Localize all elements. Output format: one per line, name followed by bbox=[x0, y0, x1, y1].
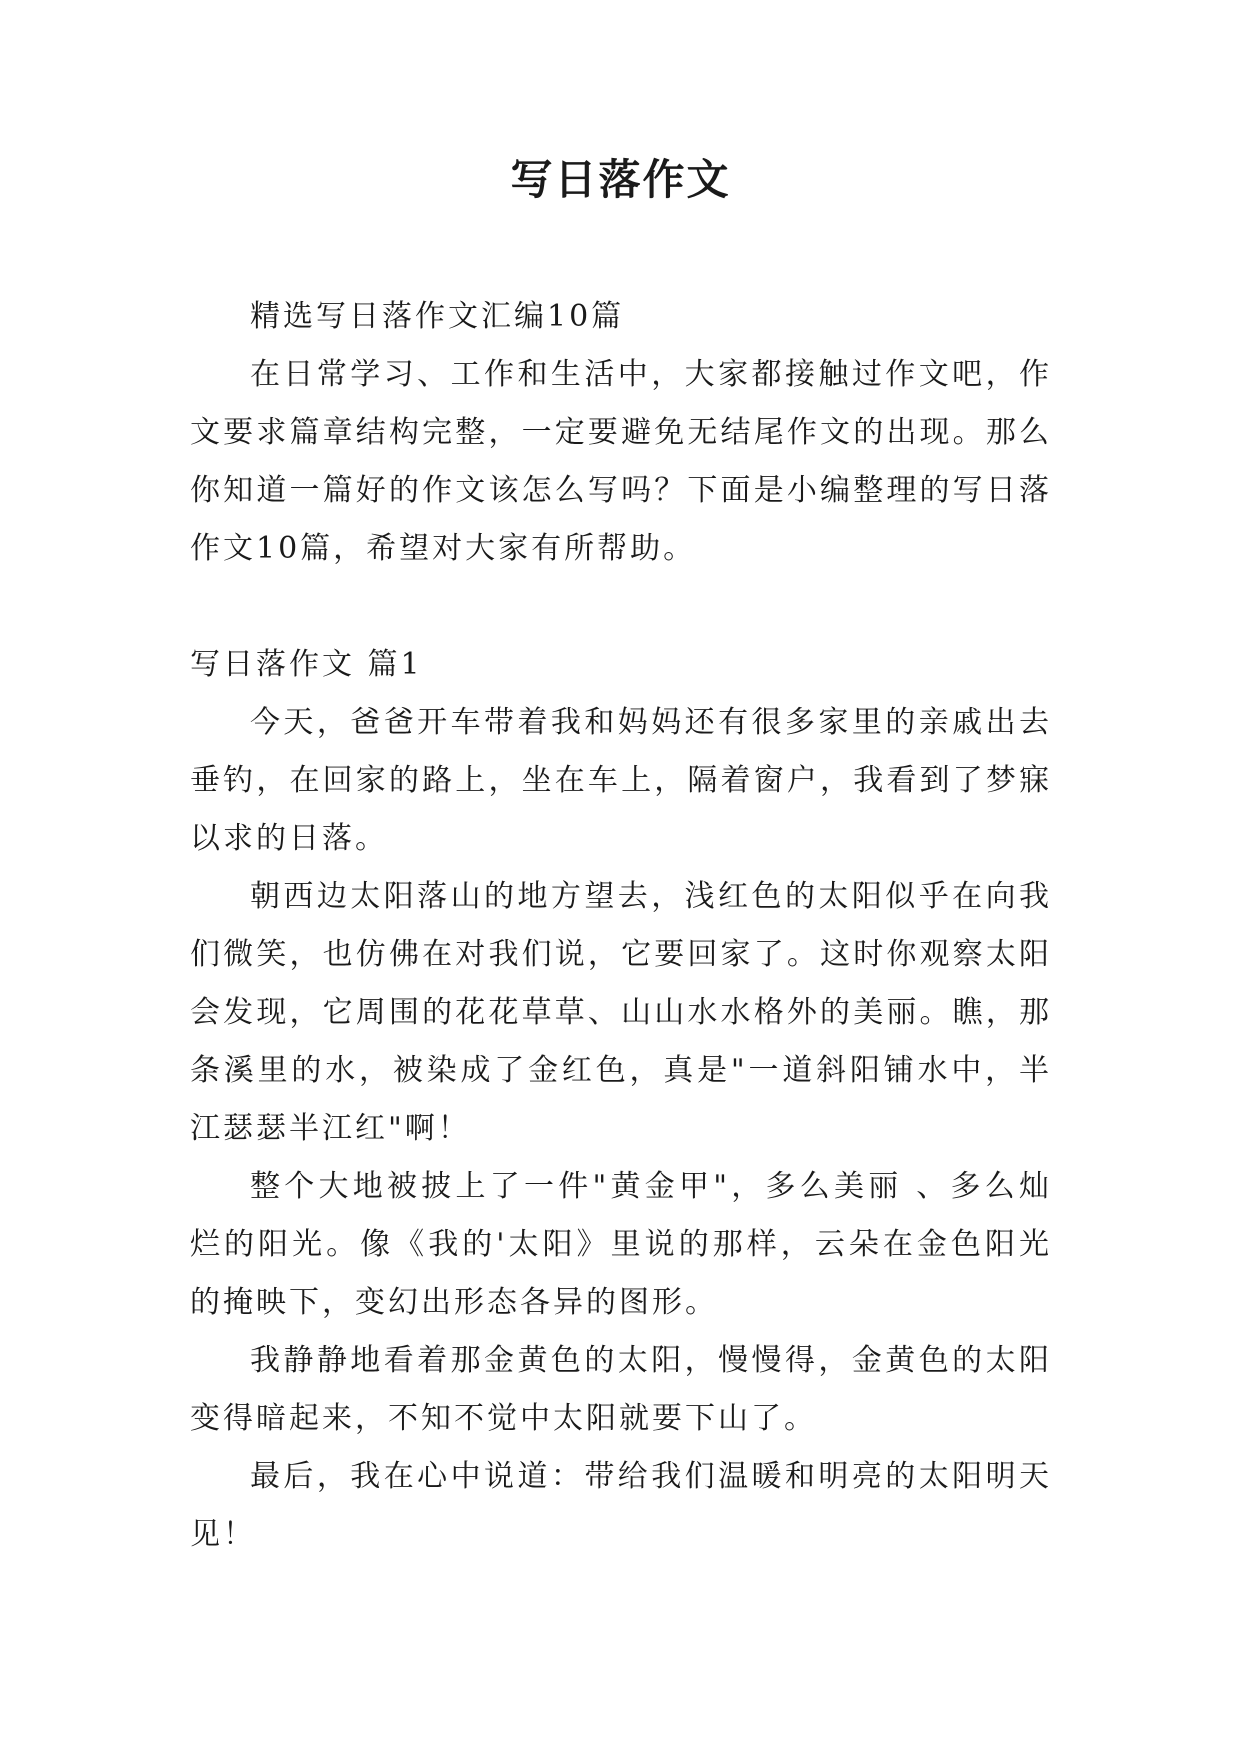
page-title: 写日落作文 bbox=[510, 155, 731, 204]
body-paragraph: 今天，爸爸开车带着我和妈妈还有很多家里的亲戚出去垂钓，在回家的路上，坐在车上，隔着窗户，我看到了梦寐以求的日落。 bbox=[190, 705, 1052, 856]
body-paragraph: 最后，我在心中说道：带给我们温暖和明亮的太阳明天见！ bbox=[190, 1459, 1052, 1552]
intro-paragraph: 在日常学习、工作和生活中，大家都接触过作文吧，作文要求篇章结构完整，一定要避免无结尾作文的出现。那么你知道一篇好的作文该怎么写吗？下面是小编整理的写日落作文10篇，希望对大家有所帮助。 bbox=[190, 357, 1052, 566]
body-paragraph: 我静静地看着那金黄色的太阳，慢慢得，金黄色的太阳变得暗起来，不知不觉中太阳就要下山了。 bbox=[190, 1343, 1052, 1436]
subtitle: 精选写日落作文汇编10篇 bbox=[250, 299, 625, 334]
body-paragraph: 整个大地被披上了一件"黄金甲"，多么美丽 、多么灿烂的阳光。像《我的'太阳》里说的那样，云朵在金色阳光的掩映下，变幻出形态各异的图形。 bbox=[190, 1169, 1052, 1320]
section-heading: 写日落作文 篇1 bbox=[190, 647, 423, 682]
paragraph-gap bbox=[190, 578, 1052, 636]
body-paragraph: 朝西边太阳落山的地方望去，浅红色的太阳似乎在向我们微笑，也仿佛在对我们说，它要回家了。这时你观察太阳会发现，它周围的花花草草、山山水水格外的美丽。瞧，那条溪里的水，被染成了金红色，真是"一道斜阳铺水中，半江瑟瑟半江红"啊！ bbox=[190, 879, 1052, 1146]
document-body bbox=[190, 288, 1052, 1564]
